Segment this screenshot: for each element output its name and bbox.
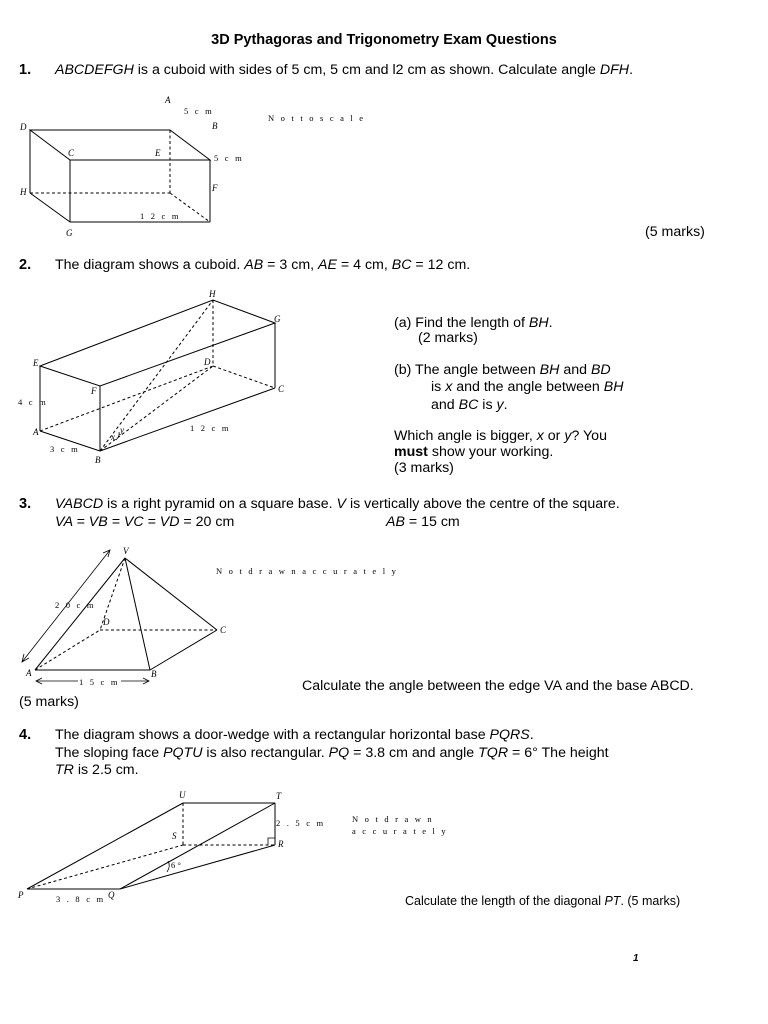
q4-label-P: P: [18, 890, 24, 900]
q2-b2-text: is: [431, 379, 446, 395]
q4-line-1-end: .: [529, 727, 534, 743]
q3-label-A: A: [26, 668, 32, 678]
q4-label-R: R: [278, 839, 284, 849]
q3-pyramid-name: VABCD: [55, 496, 104, 512]
q3-label-B: B: [151, 669, 157, 679]
q2-dim-left: 4 c m: [18, 397, 48, 407]
q1-dim-right: 5 c m: [214, 153, 244, 163]
q3-edges-value: = 20 cm: [179, 514, 235, 530]
q2-label-G: G: [274, 314, 281, 324]
q4-line-2-mid: is also rectangular.: [202, 745, 329, 761]
q1-dim-top: 5 c m: [184, 106, 214, 116]
q3-not-drawn-accurately-note: N o t d r a w n a c c u r a t e l y: [216, 566, 399, 576]
q2-b3-text: and: [431, 397, 459, 413]
q3-label-C: C: [220, 625, 227, 635]
q4-note-line-1: N o t d r a w n: [352, 814, 434, 824]
q3-ab-value: = 15 cm: [404, 514, 460, 530]
q2-b1-and: and: [559, 362, 591, 378]
q4-label-U: U: [179, 790, 186, 800]
q2-b2-mid: and the angle between: [452, 379, 604, 395]
q1-label-E: E: [155, 148, 161, 158]
q3-apex-v: V: [336, 496, 347, 512]
q2-part-a-end: .: [548, 315, 553, 331]
q2-question-text: Which angle is bigger,: [394, 428, 537, 444]
q2-part-a-text: (a) Find the length of: [394, 315, 529, 331]
q2-label-A: A: [33, 427, 39, 437]
q4-question: [405, 894, 680, 908]
q2-b3-y: y: [496, 397, 504, 413]
q4-dim-height: 2 . 5 c m: [276, 818, 326, 828]
q3-dim-slant: 2 0 c m: [55, 600, 96, 610]
q4-label-Q: Q: [108, 890, 115, 900]
q2-label-H: H: [209, 289, 216, 299]
q3-line-1-text: is a right pyramid on a square base.: [103, 496, 337, 512]
q4-label-T: T: [276, 791, 282, 801]
q3-line-1-end: is vertically above the centre of the square.: [346, 496, 620, 512]
q2-b1-bd: BD: [590, 362, 611, 378]
q2-label-E: E: [33, 358, 39, 368]
q4-question-text: Calculate the length of the diagonal: [405, 894, 605, 908]
q2-b1-text: (b) The angle between: [394, 362, 540, 378]
q4-tqr: TQR: [478, 745, 509, 761]
q2-ab-value: = 3 cm,: [263, 257, 319, 273]
q4-question-var: PT: [604, 894, 621, 908]
q1-label-G: G: [66, 228, 73, 238]
q4-line-3-text: is 2.5 cm.: [73, 762, 139, 778]
q2-label-D: D: [204, 357, 211, 367]
q1-label-D: D: [20, 122, 27, 132]
q1-text-end: .: [629, 62, 634, 78]
q4-edge-QT: [120, 803, 275, 889]
q1-label-C: C: [68, 148, 75, 158]
q2-ae-value: = 4 cm,: [336, 257, 392, 273]
question-3-number: 3.: [19, 496, 32, 512]
q1-marks: (5 marks): [645, 224, 705, 240]
question-2-number: 2.: [19, 257, 32, 273]
q2-question-y: y: [564, 428, 572, 444]
page-title: 3D Pythagoras and Trigonometry Exam Questions: [211, 32, 557, 48]
q3-edges: VA = VB = VC = VD: [55, 514, 180, 530]
q2-bc-value: = 12 cm.: [411, 257, 471, 273]
q1-dim-bottom: 1 2 c m: [140, 211, 181, 221]
q1-label-F: F: [212, 183, 218, 193]
q2-question-end: ? You: [571, 428, 607, 444]
q1-label-A: A: [165, 95, 171, 105]
q2-b2-bh: BH: [603, 379, 624, 395]
q2-bc: BC: [391, 257, 412, 273]
q4-edge-PU: [27, 803, 183, 889]
q4-line-2-text: The sloping face: [55, 745, 164, 761]
q2-must: must: [394, 444, 428, 460]
q2-b3-end: .: [503, 397, 508, 413]
q2-dim-right: 1 2 c m: [190, 423, 231, 433]
q3-question: Calculate the angle between the edge VA and the base ABCD.: [302, 678, 694, 694]
q1-label-H: H: [20, 187, 27, 197]
q3-label-D: D: [103, 617, 110, 627]
q2-b2-x: x: [445, 379, 453, 395]
q4-tr: TR: [55, 762, 74, 778]
q1-cuboid-name: ABCDEFGH: [55, 62, 134, 78]
q4-edge-QR: [120, 845, 275, 889]
q4-tqr-value: = 6° The height: [508, 745, 609, 761]
q2-question-x: x: [536, 428, 544, 444]
q2-marks-cut: (3 marks): [394, 460, 454, 476]
q3-ab: AB: [386, 514, 405, 530]
q2-label-x: x: [111, 432, 115, 442]
q3-label-V: V: [123, 546, 129, 556]
q4-line-1-text: The diagram shows a door-wedge with a rectangular horizontal base: [55, 727, 490, 743]
q4-base-name: PQRS: [489, 727, 530, 743]
q4-pq-value: = 3.8 cm and angle: [349, 745, 479, 761]
question-4-number: 4.: [19, 727, 32, 743]
q1-angle-name: DFH: [599, 62, 630, 78]
q2-label-B: B: [95, 455, 101, 465]
q2-ae: AE: [318, 257, 337, 273]
question-1-number: 1.: [19, 62, 32, 78]
q1-label-B: B: [212, 121, 218, 131]
q4-label-S: S: [172, 831, 177, 841]
q3-dim-base: 1 5 c m: [79, 677, 120, 687]
q2-part-a-var: BH: [528, 315, 549, 331]
q2-label-y: y: [120, 425, 124, 435]
q2-ab: AB: [244, 257, 264, 273]
q4-angle-label: 6°: [171, 860, 184, 870]
q2-part-a-marks: (2 marks): [418, 330, 478, 346]
q4-right-angle-mark: [268, 838, 275, 845]
q2-question-or: or: [543, 428, 565, 444]
q2-b1-bh: BH: [539, 362, 560, 378]
q4-face-name: PQTU: [163, 745, 203, 761]
q4-dim-base: 3 . 8 c m: [56, 894, 106, 904]
page-number: 1: [633, 953, 639, 964]
q2-b3-bc: BC: [458, 397, 479, 413]
q4-question-end: . (5 marks): [620, 894, 681, 908]
q1-text-body: is a cuboid with sides of 5 cm, 5 cm and l2 cm as shown. Calculate angle: [133, 62, 600, 78]
q3-marks: (5 marks): [19, 694, 79, 710]
q2-b3-is: is: [478, 397, 497, 413]
q2-intro: The diagram shows a cuboid.: [55, 257, 245, 273]
q4-note-line-2: a c c u r a t e l y: [352, 826, 448, 836]
q2-label-F: F: [91, 386, 97, 396]
q2-dim-bottom: 3 c m: [50, 444, 80, 454]
q1-not-to-scale-note: N o t t o s c a l e: [268, 113, 366, 123]
q4-pq: PQ: [328, 745, 350, 761]
q2-label-C: C: [278, 384, 285, 394]
q2-working: show your working.: [427, 444, 554, 460]
